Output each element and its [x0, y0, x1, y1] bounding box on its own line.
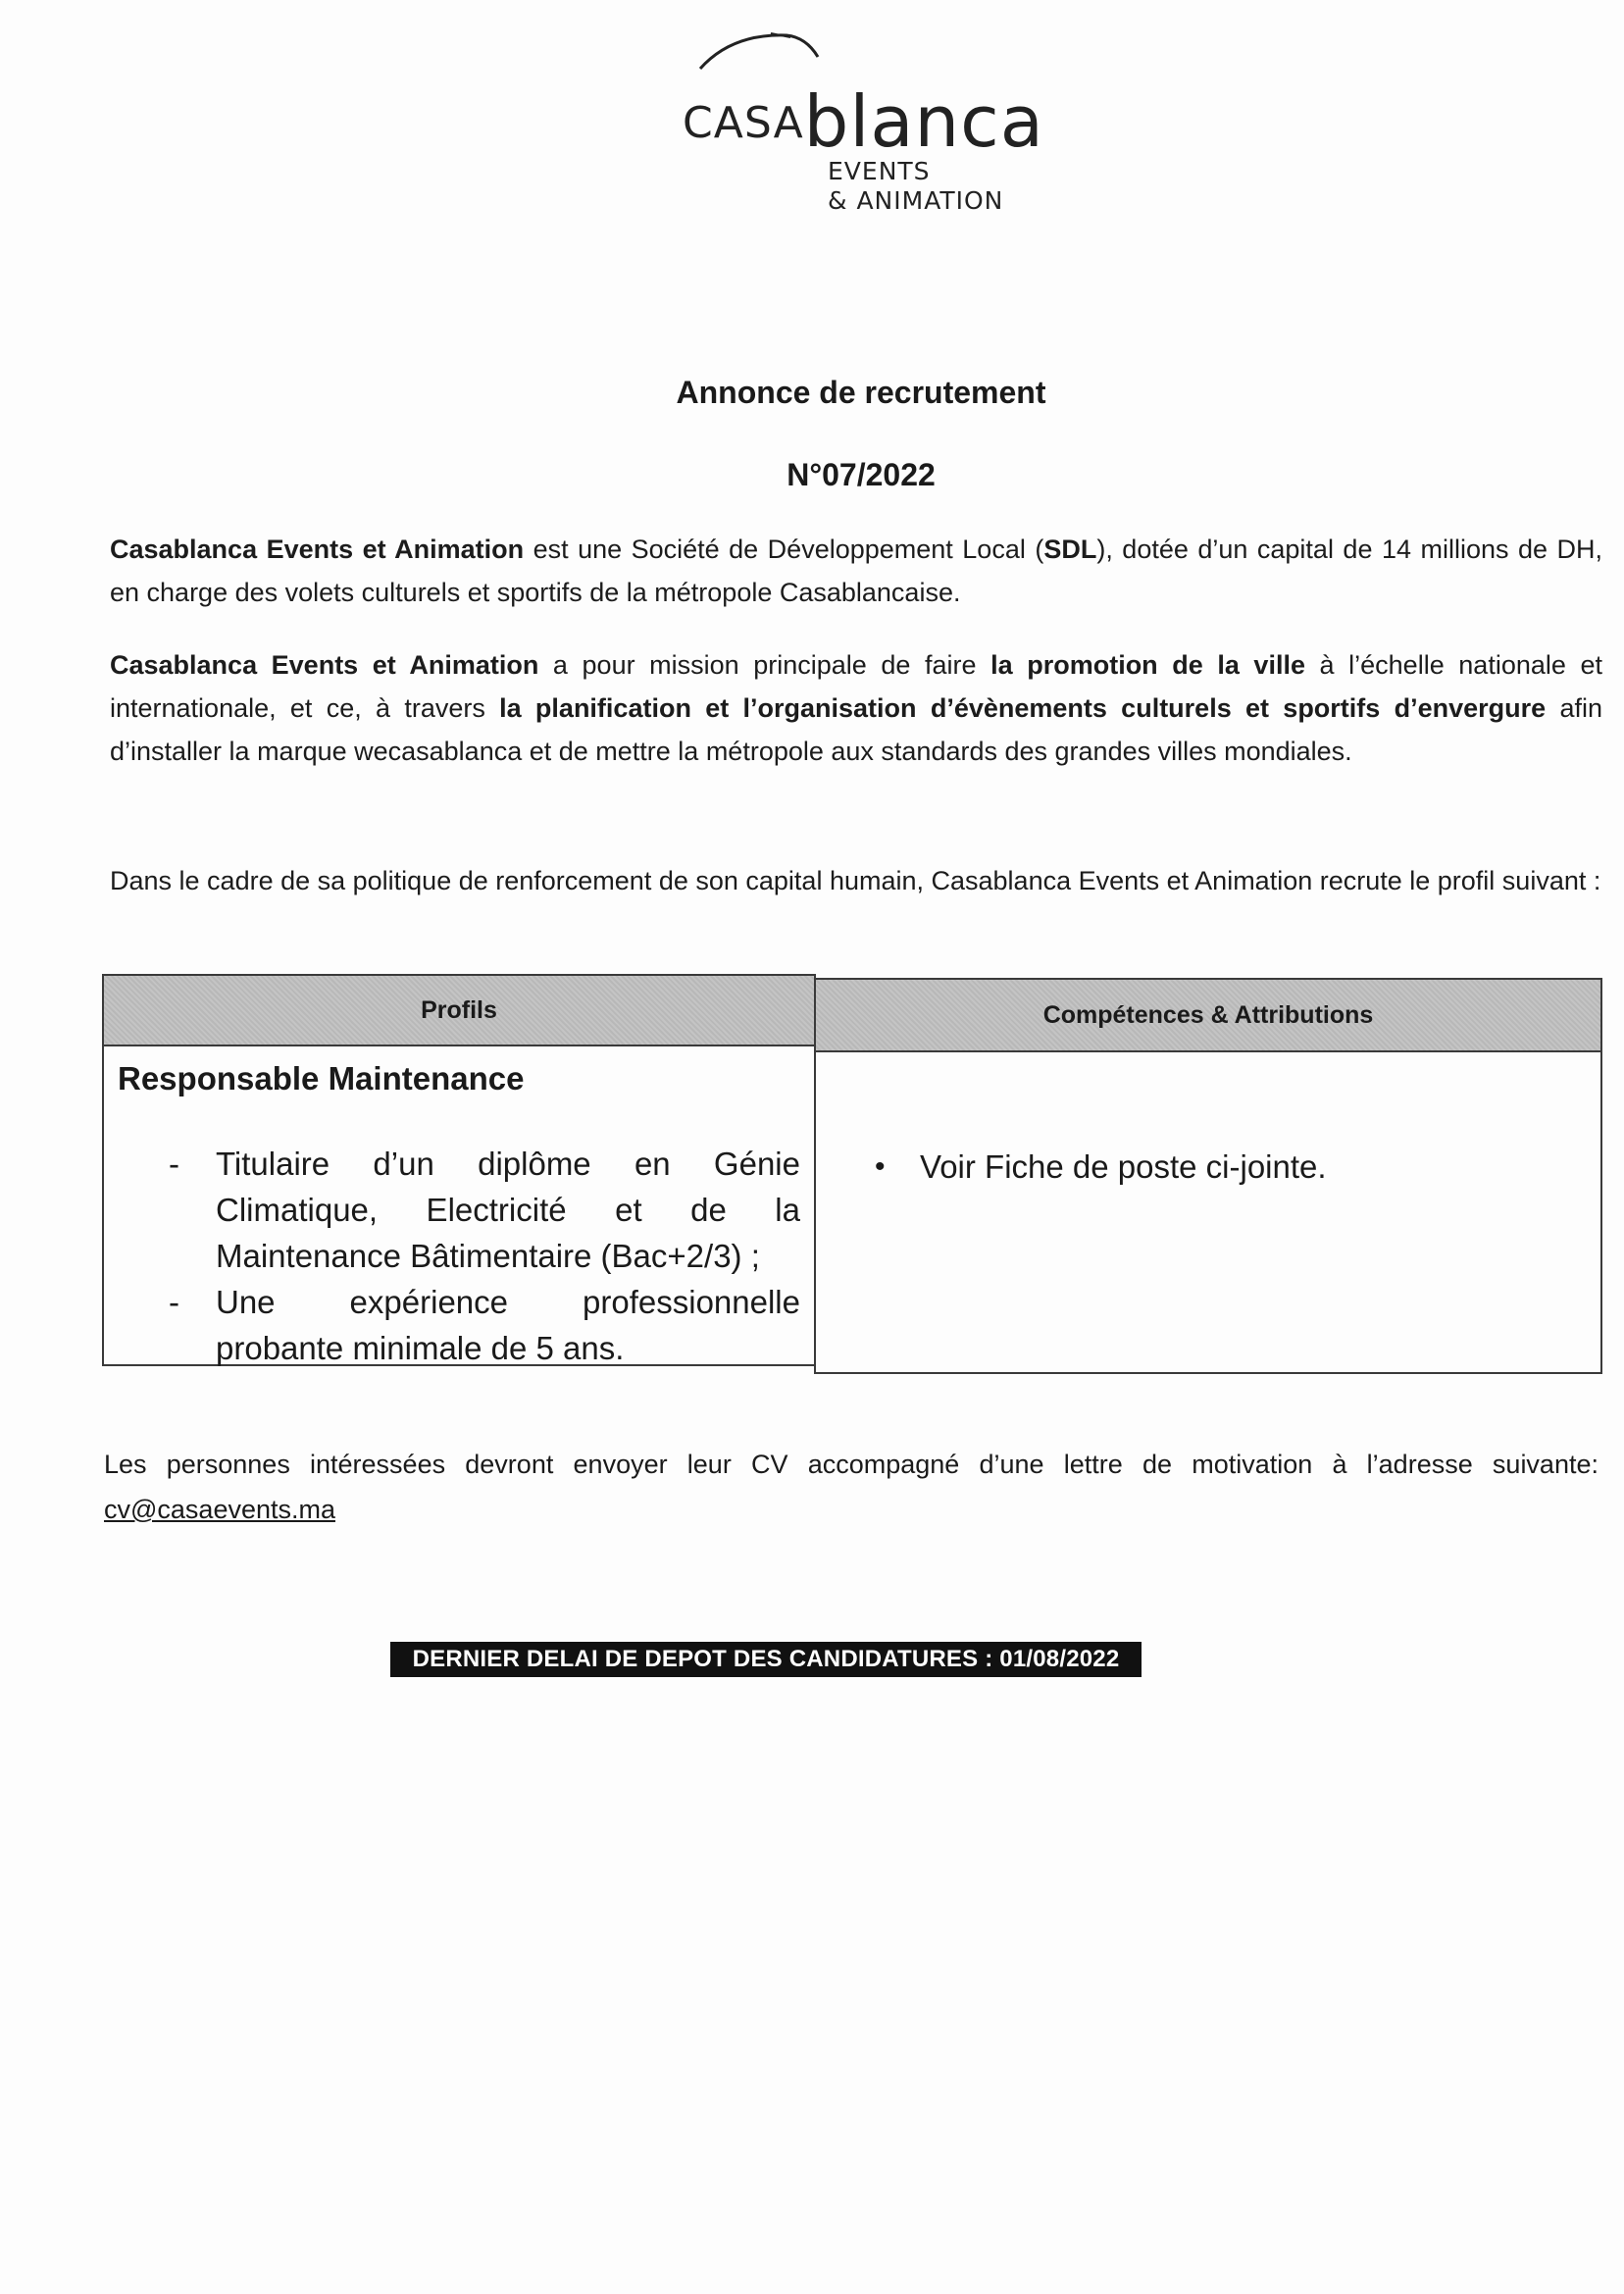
table-header-profiles: Profils — [102, 974, 816, 1046]
competence-item — [871, 1148, 1327, 1186]
sdl-bold: SDL — [1043, 535, 1097, 564]
dash-bullet: - — [169, 1284, 179, 1320]
logo-subtitle-line2: & ANIMATION — [828, 186, 1004, 215]
logo-subtitle — [828, 157, 1003, 216]
logo-subtitle-line1: EVENTS — [828, 157, 931, 185]
logo-wordmark — [683, 59, 1044, 163]
company-name-bold: Casablanca Events et Animation — [110, 535, 525, 564]
dash-bullet: - — [169, 1146, 179, 1182]
logo-casa-text: CASA — [683, 98, 804, 148]
deadline-banner: DERNIER DELAI DE DEPOT DES CANDIDATURES : 01/08/2022 — [390, 1642, 1142, 1677]
table-header-competences: Compétences & Attributions — [814, 978, 1602, 1052]
paragraph2-text3: afin d’installer la marque wecasablanca et de mettre la métropole aux standards des grandes villes mondiales. — [110, 693, 1602, 766]
requirement-item — [153, 1141, 800, 1279]
paragraph-company-intro — [110, 528, 1602, 614]
logo-blanca-text: blanca — [803, 80, 1044, 163]
paragraph-recruitment: Dans le cadre de sa politique de renforcement de son capital humain, Casablanca Events et Animation recrute le profil suivant : — [110, 866, 1601, 895]
announcement-number: N°07/2022 — [787, 457, 936, 492]
planning-bold: la planification et l’organisation d’évènements culturels et sportifs d’envergure — [499, 693, 1547, 723]
profile-title: Responsable Maintenance — [118, 1060, 525, 1096]
table-cell-competences — [814, 1050, 1602, 1374]
competence-text: Voir Fiche de poste ci-jointe. — [920, 1148, 1327, 1185]
bullet-icon: • — [875, 1150, 886, 1183]
requirement-text: Une expérience professionnelle probante minimale de 5 ans. — [216, 1284, 800, 1366]
profile-table — [102, 974, 1602, 1372]
company-name-bold: Casablanca Events et Animation — [110, 650, 539, 680]
paragraph1-text1: est une Société de Développement Local ( — [524, 535, 1044, 564]
paragraph2-text1: a pour mission principale de faire — [538, 650, 991, 680]
casablanca-events-logo — [683, 27, 1045, 215]
contact-text: Les personnes intéressées devront envoyer leur CV accompagné d’une lettre de motivation à l’adresse suivante: — [104, 1450, 1599, 1479]
paragraph-mission — [110, 643, 1602, 773]
table-cell-profile — [102, 1045, 816, 1366]
requirement-item — [153, 1279, 800, 1371]
requirements-list — [153, 1141, 800, 1371]
contact-email-link[interactable]: cv@casaevents.ma — [104, 1495, 335, 1524]
competences-list — [871, 1148, 1327, 1186]
requirement-text: Titulaire d’un diplôme en Génie Climatique, Electricité et de la Maintenance Bâtimentaire (Bac+2/3) ; — [216, 1146, 800, 1274]
paragraph1-text2: ), dotée d’un capital de 14 millions de DH, en charge des volets culturels et sportifs de la métropole Casablancaise. — [110, 535, 1602, 607]
paragraph2-text2: à l’échelle nationale et internationale, et ce, à travers — [110, 650, 1602, 723]
announcement-title: Annonce de recrutement — [676, 375, 1046, 410]
contact-paragraph — [104, 1442, 1599, 1532]
promotion-bold: la promotion de la ville — [990, 650, 1305, 680]
